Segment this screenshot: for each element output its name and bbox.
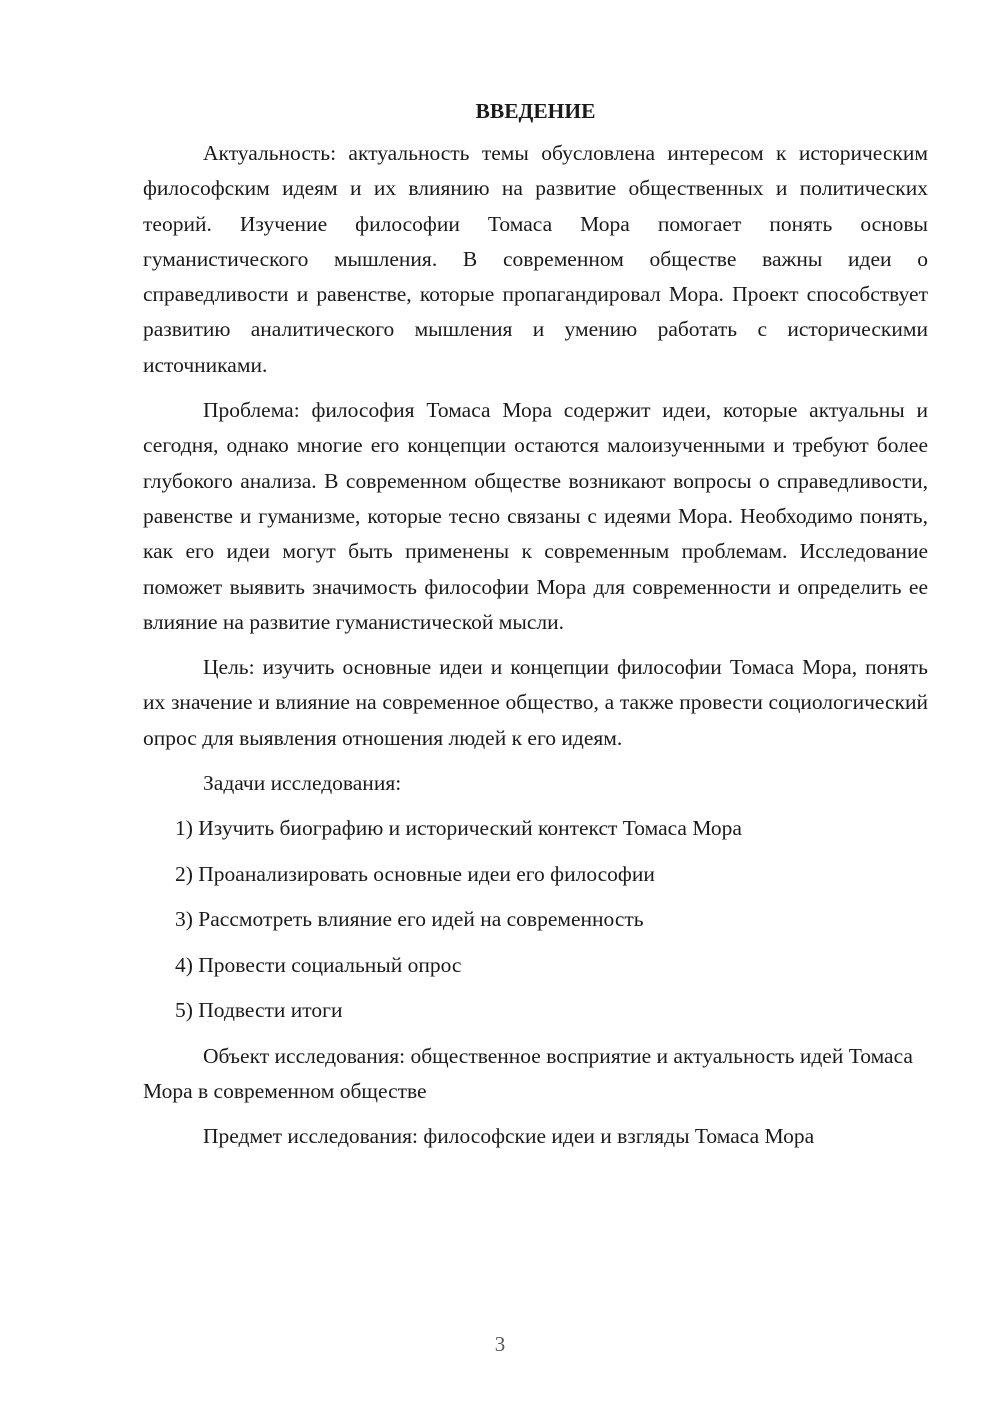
- tasks-heading: Задачи исследования:: [203, 771, 402, 796]
- page-number: 3: [494, 1332, 506, 1356]
- paragraph-relevance: Актуальность: актуальность темы обусловлена интересом к историческим философским идеям и их влиянию на развитие общественных и политических теорий. Изучение философии Томаса Мора помогает понять основы гуманистического мышления. В современном обществе важны идеи о справедливости и равенстве, которые пропагандировал Мора. Проект способствует развитию аналитического мышления и умению работать с историческими источниками.: [143, 141, 928, 377]
- paragraph-object: Объект исследования: общественное восприятие и актуальность идей Томаса Мора в современном обществе: [143, 1043, 913, 1104]
- task-item-1: 1) Изучить биографию и исторический контекст Томаса Мора: [175, 816, 742, 841]
- task-item-2: 2) Проанализировать основные идеи его философии: [175, 861, 655, 886]
- task-list: [143, 811, 928, 1028]
- task-item-3: 3) Рассмотреть влияние его идей на современность: [175, 907, 644, 932]
- paragraph-subject: Предмет исследования: философские идеи и взгляды Томаса Мора: [203, 1124, 815, 1149]
- task-item-5: 5) Подвести итоги: [175, 998, 343, 1023]
- page-content: [143, 96, 928, 1165]
- paragraph-goal: Цель: изучить основные идеи и концепции философии Томаса Мора, понять их значение и влияние на современное общество, а также провести социологический опрос для выявления отношения людей к его идеям.: [143, 655, 928, 750]
- paragraph-problem: Проблема: философия Томаса Мора содержит идеи, которые актуальны и сегодня, однако многие его концепции остаются малоизученными и требуют более глубокого анализа. В современном обществе возникают вопросы о справедливости, равенстве и гуманизме, которые тесно связаны с идеями Мора. Необходимо понять, как его идеи могут быть применены к современным проблемам. Исследование поможет выявить значимость философии Мора для современности и определить ее влияние на развитие гуманистической мысли.: [143, 398, 928, 634]
- task-item-4: 4) Провести социальный опрос: [175, 952, 462, 977]
- page-title: ВВЕДЕНИЕ: [475, 99, 596, 123]
